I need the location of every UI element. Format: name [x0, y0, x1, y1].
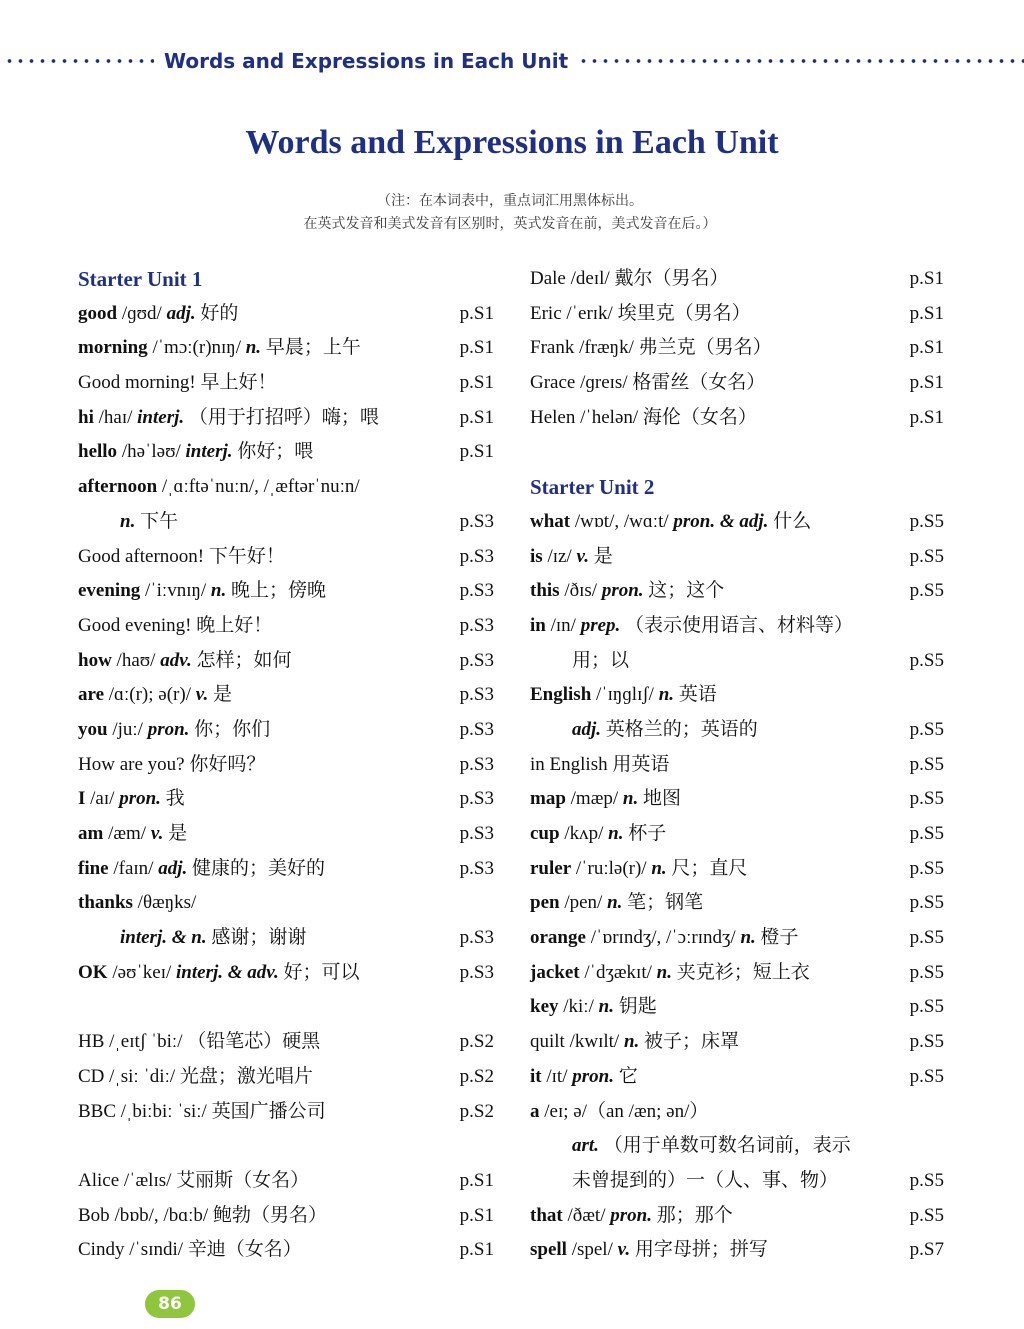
- running-header-title: Words and Expressions in Each Unit: [164, 49, 569, 73]
- vocab-entry: [530, 1060, 944, 1095]
- vocab-entry: [530, 262, 944, 297]
- entry-meaning: 早晨；上午: [265, 337, 361, 359]
- entry-page-ref: p.S3: [459, 857, 494, 879]
- vocab-entry: [530, 956, 944, 991]
- entry-meaning: 这；这个: [648, 580, 725, 602]
- entry-page-ref: p.S7: [909, 1239, 944, 1261]
- entry-phonetic: /θæŋks/: [137, 892, 197, 914]
- entry-meaning: 早上好！: [200, 372, 277, 394]
- entry-page-ref: p.S1: [459, 302, 494, 324]
- entry-page-ref: p.S5: [909, 718, 944, 740]
- vocab-entry: [530, 366, 944, 401]
- dotted-rule-left: [4, 58, 154, 64]
- entry-page-ref: p.S5: [909, 1169, 944, 1191]
- entry-phonetic: /ˈhelən/: [580, 406, 639, 428]
- vocab-entry: [530, 817, 944, 852]
- entry-word: afternoon: [78, 476, 158, 498]
- entry-word: Good evening!: [78, 614, 192, 636]
- entry-meaning: 它: [618, 1065, 638, 1087]
- entry-word: is: [530, 545, 543, 567]
- entry-meaning: 怎样；如何: [196, 649, 292, 671]
- vocab-entry: [78, 852, 494, 887]
- entry-meaning: 辛迪（女名）: [187, 1239, 302, 1261]
- entry-word: Dale: [530, 268, 566, 289]
- entry-phonetic: /ˈɪŋɡlɪʃ/: [596, 684, 654, 706]
- entry-phonetic: /ˈɒrɪndʒ/, /ˈɔːrɪndʒ/: [590, 927, 736, 949]
- vocab-entry: [530, 1233, 944, 1268]
- entry-word: Good morning!: [78, 372, 196, 394]
- entry-word: hi: [78, 406, 94, 428]
- entry-word: Frank: [530, 337, 575, 359]
- entry-word: I: [78, 788, 86, 810]
- entry-phonetic: /ˈmɔː(r)nɪŋ/: [152, 337, 241, 359]
- vocab-entry: [78, 366, 494, 401]
- entry-word: map: [530, 788, 566, 810]
- entry-page-ref: p.S5: [909, 927, 944, 949]
- entry-word: ruler: [530, 857, 572, 879]
- vocab-entry: [78, 1233, 494, 1268]
- entry-meaning: 我: [165, 788, 185, 810]
- entry-part-of-speech: v.: [617, 1239, 631, 1261]
- vocab-entry: [78, 1164, 494, 1199]
- vocab-entry: [78, 748, 494, 783]
- entry-word: spell: [530, 1239, 567, 1261]
- entry-meaning: 艾丽斯（女名）: [176, 1169, 310, 1191]
- entry-word: what: [530, 510, 571, 532]
- entry-phonetic: /spel/: [571, 1239, 613, 1261]
- entry-word: BBC: [78, 1100, 117, 1122]
- entry-phonetic: /ɡreɪs/: [580, 372, 628, 394]
- vocab-entry: [530, 1025, 944, 1060]
- entry-part-of-speech: n.: [120, 510, 136, 532]
- entry-meaning: （用于单数可数名词前，表示: [603, 1135, 851, 1157]
- entry-word: you: [78, 718, 108, 740]
- entry-meaning: 尺；直尺: [671, 857, 748, 879]
- entry-part-of-speech: interj. & adv.: [176, 961, 279, 983]
- entry-part-of-speech: prep.: [580, 614, 621, 636]
- entry-page-ref: p.S1: [909, 337, 944, 359]
- entry-page-ref: p.S1: [459, 372, 494, 394]
- vocab-entry: [78, 540, 494, 575]
- entry-part-of-speech: adj.: [166, 302, 196, 324]
- entry-word: CD: [78, 1065, 105, 1087]
- entry-meaning: 弗兰克（男名）: [638, 337, 772, 359]
- entry-phonetic: /ɪn/: [550, 614, 576, 636]
- entry-meaning: 晚上；傍晚: [230, 580, 326, 602]
- entry-phonetic: /mæp/: [570, 788, 619, 810]
- vocab-entry: [530, 990, 944, 1025]
- entry-part-of-speech: n.: [598, 996, 614, 1018]
- entry-word: pen: [530, 892, 560, 914]
- page-title: Words and Expressions in Each Unit: [245, 124, 779, 161]
- vocab-entry-continuation: [530, 644, 944, 679]
- entry-meaning: 那；那个: [656, 1204, 733, 1226]
- entry-word: evening: [78, 580, 141, 602]
- section-heading: [530, 470, 944, 505]
- entry-word: morning: [78, 337, 148, 359]
- vocab-entry: [78, 470, 494, 505]
- spacer: [78, 990, 494, 1025]
- entry-meaning: （铅笔芯）硬黑: [187, 1031, 321, 1053]
- entry-meaning: 海伦（女名）: [642, 406, 757, 428]
- entry-phonetic: /kwɪlt/: [569, 1031, 620, 1053]
- entry-word: it: [530, 1065, 542, 1087]
- entry-part-of-speech: n.: [651, 857, 667, 879]
- section-title: Starter Unit 1: [78, 267, 203, 291]
- entry-meaning: 好的: [200, 302, 239, 324]
- entry-phonetic: /ˌɑːftəˈnuːn/, /ˌæftərˈnuːn/: [161, 476, 360, 498]
- vocab-entry-continuation: [530, 1164, 944, 1199]
- entry-part-of-speech: pron.: [601, 580, 644, 602]
- entry-part-of-speech: n.: [607, 892, 623, 914]
- vocab-entry-continuation: [78, 921, 494, 956]
- entry-part-of-speech: n.: [623, 1031, 640, 1053]
- entry-page-ref: p.S1: [909, 372, 944, 394]
- vocab-entry: [530, 1095, 944, 1130]
- entry-part-of-speech: interj.: [185, 441, 233, 463]
- entry-part-of-speech: interj. & n.: [120, 927, 207, 949]
- entry-meaning: 什么: [773, 510, 812, 532]
- entry-part-of-speech: art.: [572, 1135, 599, 1157]
- entry-page-ref: p.S3: [459, 510, 494, 532]
- entry-phonetic: /ðɪs/: [564, 580, 598, 602]
- entry-word: English: [530, 684, 592, 706]
- entry-page-ref: p.S1: [459, 1169, 494, 1191]
- entry-page-ref: p.S5: [909, 1204, 944, 1226]
- entry-meaning: 戴尔（男名）: [614, 268, 729, 289]
- entry-phonetic: /kiː/: [563, 996, 594, 1018]
- vocab-entry: [78, 678, 494, 713]
- vocab-entry: [530, 748, 944, 783]
- entry-meaning: 鲍勃（男名）: [212, 1204, 327, 1226]
- entry-page-ref: p.S3: [459, 545, 494, 567]
- vocab-entry: [530, 331, 944, 366]
- entry-meaning: 用；以: [572, 649, 630, 671]
- entry-meaning: （用于打招呼）嗨；喂: [188, 406, 379, 428]
- entry-meaning: 未曾提到的）一（人、事、物）: [572, 1169, 839, 1191]
- entry-page-ref: p.S5: [909, 996, 944, 1018]
- vocab-column-right: [530, 262, 944, 1268]
- entry-page-ref: p.S1: [459, 406, 494, 428]
- entry-phonetic: /ˌeɪtʃ ˈbiː/: [109, 1031, 183, 1053]
- vocab-entry: [78, 1199, 494, 1234]
- section-title: Starter Unit 2: [530, 475, 655, 500]
- vocab-entry: [78, 1060, 494, 1095]
- entry-page-ref: p.S5: [909, 753, 944, 775]
- entry-meaning: 是: [168, 823, 188, 844]
- entry-page-ref: p.S5: [909, 580, 944, 602]
- entry-part-of-speech: v.: [576, 545, 589, 567]
- vocab-entry: [530, 297, 944, 332]
- entry-meaning: 杯子: [628, 823, 667, 844]
- entry-meaning: 笔；钢笔: [627, 892, 704, 914]
- entry-word: thanks: [78, 892, 133, 914]
- entry-phonetic: /wɒt/, /wɑːt/: [574, 510, 669, 532]
- entry-word: Grace: [530, 372, 576, 394]
- entry-word: good: [78, 302, 118, 324]
- vocab-column-left: [78, 262, 494, 1268]
- entry-meaning: 地图: [643, 788, 682, 810]
- entry-word: in English: [530, 753, 608, 775]
- entry-page-ref: p.S1: [459, 337, 494, 359]
- entry-meaning: 英语: [678, 684, 717, 706]
- entry-page-ref: p.S1: [459, 1204, 494, 1226]
- entry-phonetic: /eɪ; ə/（an /æn; ən/）: [544, 1100, 709, 1122]
- vocab-entry: [530, 540, 944, 575]
- entry-meaning: 用字母拼；拼写: [634, 1239, 768, 1261]
- entry-word: HB: [78, 1031, 105, 1053]
- entry-word: cup: [530, 823, 560, 844]
- entry-word: OK: [78, 961, 108, 983]
- entry-page-ref: p.S3: [459, 649, 494, 671]
- entry-page-ref: p.S3: [459, 684, 494, 706]
- entry-page-ref: p.S5: [909, 892, 944, 914]
- entry-part-of-speech: n.: [658, 684, 675, 706]
- vocab-entry: [78, 1095, 494, 1130]
- entry-part-of-speech: pron. & adj.: [673, 510, 769, 532]
- entry-part-of-speech: adj.: [158, 857, 188, 879]
- entry-meaning: 下午好！: [208, 545, 285, 567]
- vocab-entry: [78, 609, 494, 644]
- entry-phonetic: /deɪl/: [570, 268, 610, 289]
- entry-phonetic: /həˈləʊ/: [121, 441, 181, 463]
- entry-phonetic: /ˌsiː ˈdiː/: [109, 1065, 176, 1087]
- entry-page-ref: p.S5: [909, 649, 944, 671]
- vocab-entry: [530, 921, 944, 956]
- entry-word: in: [530, 614, 546, 636]
- spacer: [78, 1129, 494, 1164]
- vocab-entry-continuation: [530, 713, 944, 748]
- spacer: [530, 435, 944, 470]
- entry-meaning: 钥匙: [618, 996, 657, 1018]
- entry-meaning: （表示使用语言、材料等）: [625, 614, 854, 636]
- entry-meaning: 健康的；美好的: [192, 857, 326, 879]
- entry-part-of-speech: adj.: [572, 718, 602, 740]
- entry-page-ref: p.S3: [459, 580, 494, 602]
- entry-phonetic: /haʊ/: [116, 649, 156, 671]
- vocab-entry: [78, 297, 494, 332]
- entry-phonetic: /əʊˈkeɪ/: [112, 961, 172, 983]
- entry-meaning: 感谢；谢谢: [211, 927, 307, 949]
- entry-word: how: [78, 649, 112, 671]
- entry-page-ref: p.S3: [459, 823, 494, 844]
- vocab-entry: [78, 956, 494, 991]
- entry-page-ref: p.S2: [459, 1031, 494, 1053]
- entry-meaning: 下午: [140, 510, 179, 532]
- entry-meaning: 是: [593, 545, 613, 567]
- entry-word: fine: [78, 857, 109, 879]
- entry-word: quilt: [530, 1031, 565, 1053]
- entry-phonetic: /haɪ/: [98, 406, 133, 428]
- vocab-entry: [78, 713, 494, 748]
- entry-page-ref: p.S3: [459, 614, 494, 636]
- vocab-entry: [530, 852, 944, 887]
- entry-page-ref: p.S3: [459, 927, 494, 949]
- entry-word: a: [530, 1100, 540, 1122]
- entry-phonetic: /ðæt/: [567, 1204, 606, 1226]
- entry-phonetic: /kʌp/: [564, 823, 604, 844]
- entry-page-ref: p.S1: [459, 441, 494, 463]
- entry-part-of-speech: n.: [210, 580, 227, 602]
- entry-page-ref: p.S3: [459, 788, 494, 810]
- entry-word: Eric: [530, 302, 562, 324]
- entry-meaning: 你；你们: [194, 718, 271, 740]
- entry-phonetic: /ˈiːvnɪŋ/: [145, 580, 207, 602]
- entry-part-of-speech: n.: [245, 337, 262, 359]
- entry-meaning: 被子；床罩: [644, 1031, 740, 1053]
- entry-page-ref: p.S1: [909, 302, 944, 324]
- section-heading: [78, 262, 494, 297]
- entry-part-of-speech: pron.: [119, 788, 161, 810]
- entry-page-ref: p.S5: [909, 1031, 944, 1053]
- vocab-entry: [78, 782, 494, 817]
- entry-page-ref: p.S5: [909, 1065, 944, 1087]
- running-header: [0, 44, 1024, 78]
- entry-word: Bob: [78, 1204, 110, 1226]
- vocab-entry: [530, 609, 944, 644]
- entry-page-ref: p.S3: [459, 961, 494, 983]
- entry-meaning: 用英语: [612, 753, 670, 775]
- entry-word: this: [530, 580, 560, 602]
- entry-meaning: 埃里克（男名）: [617, 302, 751, 324]
- entry-page-ref: p.S3: [459, 753, 494, 775]
- entry-page-ref: p.S5: [909, 788, 944, 810]
- entry-word: orange: [530, 927, 586, 949]
- entry-word: How are you?: [78, 753, 185, 775]
- entry-meaning: 你好；喂: [237, 441, 314, 463]
- entry-page-ref: p.S5: [909, 545, 944, 567]
- vocab-entry: [78, 401, 494, 436]
- vocab-entry-continuation: [78, 505, 494, 540]
- vocab-entry: [78, 886, 494, 921]
- entry-page-ref: p.S5: [909, 510, 944, 532]
- entry-part-of-speech: interj.: [137, 406, 185, 428]
- vocab-entry: [78, 644, 494, 679]
- entry-meaning: 橙子: [760, 927, 799, 949]
- vocab-entry: [78, 1025, 494, 1060]
- entry-page-ref: p.S1: [909, 406, 944, 428]
- entry-phonetic: /ˈælɪs/: [123, 1169, 172, 1191]
- entry-word: Good afternoon!: [78, 545, 205, 567]
- entry-meaning: 英国广播公司: [211, 1100, 326, 1122]
- entry-page-ref: p.S2: [459, 1100, 494, 1122]
- vocab-entry: [530, 505, 944, 540]
- entry-page-ref: p.S5: [909, 961, 944, 983]
- entry-phonetic: /ɪz/: [547, 545, 572, 567]
- entry-page-ref: p.S3: [459, 718, 494, 740]
- note-line-1: （注：在本词表中，重点词汇用黑体标出。: [377, 194, 643, 209]
- entry-phonetic: /bɒb/, /bɑːb/: [114, 1204, 209, 1226]
- entry-meaning: 你好吗？: [189, 753, 266, 775]
- entry-word: am: [78, 823, 104, 844]
- entry-phonetic: /juː/: [112, 718, 143, 740]
- entry-phonetic: /ˈdʒækɪt/: [584, 961, 652, 983]
- page-number-badge: 86: [145, 1290, 195, 1318]
- vocab-entry: [78, 574, 494, 609]
- vocab-entry: [530, 401, 944, 436]
- entry-phonetic: /pen/: [564, 892, 603, 914]
- entry-meaning: 英格兰的；英语的: [605, 718, 758, 740]
- entry-phonetic: /ɑː(r); ə(r)/: [108, 684, 191, 706]
- entry-part-of-speech: v.: [150, 823, 164, 844]
- vocab-entry: [530, 1199, 944, 1234]
- entry-meaning: 晚上好！: [196, 614, 273, 636]
- entry-meaning: 好；可以: [283, 961, 360, 983]
- vocab-entry-continuation: [530, 1129, 944, 1164]
- vocab-entry: [530, 574, 944, 609]
- entry-phonetic: /ˈerɪk/: [566, 302, 613, 324]
- entry-word: Alice: [78, 1169, 120, 1191]
- vocab-entry: [78, 435, 494, 470]
- entry-part-of-speech: adv.: [160, 649, 192, 671]
- note-line-2: 在英式发音和美式发音有区别时，英式发音在前，美式发音在后。）: [303, 217, 717, 232]
- entry-word: that: [530, 1204, 563, 1226]
- entry-word: Cindy: [78, 1239, 125, 1261]
- entry-phonetic: /ˈsɪndi/: [129, 1239, 184, 1261]
- entry-meaning: 夹克衫；短上衣: [676, 961, 810, 983]
- entry-word: are: [78, 684, 105, 706]
- entry-part-of-speech: n.: [740, 927, 756, 949]
- entry-meaning: 是: [212, 684, 232, 706]
- entry-part-of-speech: pron.: [572, 1065, 614, 1087]
- entry-phonetic: /aɪ/: [90, 788, 115, 810]
- vocab-entry: [530, 678, 944, 713]
- entry-part-of-speech: pron.: [147, 718, 190, 740]
- vocab-entry: [530, 782, 944, 817]
- entry-page-ref: p.S1: [909, 268, 944, 289]
- entry-page-ref: p.S5: [909, 823, 944, 844]
- entry-word: key: [530, 996, 559, 1018]
- entry-phonetic: /ˌbiːbiː ˈsiː/: [120, 1100, 207, 1122]
- vocab-entry: [78, 817, 494, 852]
- dotted-rule-right: [578, 58, 1024, 64]
- entry-part-of-speech: n.: [622, 788, 639, 810]
- entry-page-ref: p.S2: [459, 1065, 494, 1087]
- entry-word: Helen: [530, 406, 576, 428]
- entry-page-ref: p.S5: [909, 857, 944, 879]
- vocab-entry: [78, 331, 494, 366]
- entry-phonetic: /faɪn/: [113, 857, 154, 879]
- entry-phonetic: /ɡʊd/: [121, 302, 162, 324]
- entry-word: hello: [78, 441, 118, 463]
- entry-phonetic: /ɪt/: [546, 1065, 568, 1087]
- vocab-entry: [530, 886, 944, 921]
- entry-part-of-speech: v.: [195, 684, 209, 706]
- entry-word: jacket: [530, 961, 580, 983]
- entry-page-ref: p.S1: [459, 1239, 494, 1261]
- entry-part-of-speech: n.: [608, 823, 624, 844]
- entry-meaning: 格雷丝（女名）: [632, 372, 766, 394]
- entry-meaning: 光盘；激光唱片: [179, 1065, 313, 1087]
- entry-part-of-speech: pron.: [610, 1204, 652, 1226]
- entry-part-of-speech: n.: [656, 961, 672, 983]
- entry-phonetic: /fræŋk/: [579, 337, 634, 359]
- entry-phonetic: /æm/: [108, 823, 147, 844]
- entry-phonetic: /ˈruːlə(r)/: [575, 857, 647, 879]
